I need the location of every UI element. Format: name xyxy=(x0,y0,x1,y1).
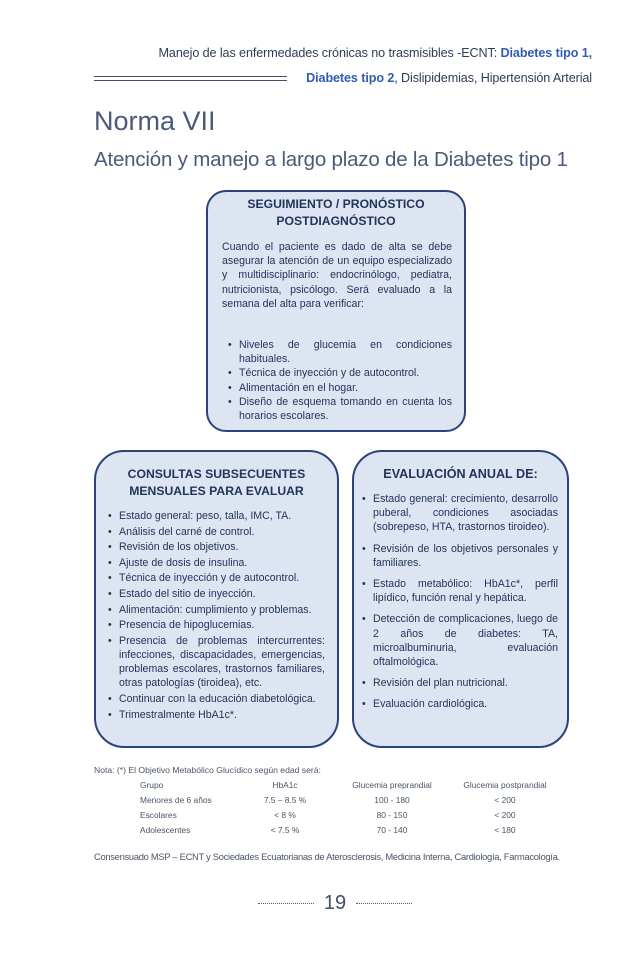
list-item: • Estado general: peso, talla, IMC, TA. xyxy=(108,509,325,523)
list-item: • Niveles de glucemia en condiciones habituales. xyxy=(228,338,452,366)
evaluacion-title: EVALUACIÓN ANUAL DE: xyxy=(383,467,538,481)
page-number: 19 xyxy=(323,892,347,914)
table-row xyxy=(140,810,560,825)
evaluacion-box xyxy=(352,450,569,748)
table-cell: 70 - 140 xyxy=(376,825,408,835)
list-item: • Trimestralmente HbA1c*. xyxy=(108,708,325,722)
consultas-box xyxy=(94,450,339,748)
header-prefix: Manejo de las enfermedades crónicas no trasmisibles -ECNT: xyxy=(158,46,501,60)
seguimiento-box xyxy=(206,190,466,432)
source-credit: Consensuado MSP – ECNT y Sociedades Ecuatorianas de Aterosclerosis, Medicina Interna, Cardiología, Farmacología. xyxy=(94,851,560,862)
seguimiento-title: SEGUIMIENTO / PRONÓSTICO POSTDIAGNÓSTICO xyxy=(247,197,425,228)
running-header-line2 xyxy=(0,71,592,85)
list-item: • Continuar con la educación diabetológica. xyxy=(108,692,325,706)
table-cell: 100 - 180 xyxy=(374,795,410,805)
list-item: • Evaluación cardiológica. xyxy=(362,697,558,711)
list-item: • Estado general: crecimiento, desarrollo puberal, condiciones asociadas (sobrepeso, HTA, trastornos tiroideo). xyxy=(362,492,558,535)
consultas-title: CONSULTAS SUBSECUENTES MENSUALES PARA EVALUAR xyxy=(127,467,306,498)
list-item: • Detección de complicaciones, luego de 2 años de diabetes: TA, microalbuminuria, evaluación oftalmológica. xyxy=(362,612,558,669)
page-number-rule-right xyxy=(356,903,412,904)
list-item: • Revisión de los objetivos. xyxy=(108,540,325,554)
norma-heading: Norma VII xyxy=(94,106,216,136)
running-header-line1 xyxy=(0,46,592,60)
table-cell: < 200 xyxy=(494,810,516,820)
evaluacion-list xyxy=(362,492,558,719)
table-cell: < 200 xyxy=(494,795,516,805)
table-row xyxy=(140,795,560,810)
header-diabetes-tipo2: Diabetes tipo 2 xyxy=(306,71,395,85)
list-item: • Revisión del plan nutricional. xyxy=(362,676,558,690)
list-item: • Estado del sitio de inyección. xyxy=(108,587,325,601)
header-rule-bottom xyxy=(94,80,287,81)
objetivo-table xyxy=(140,780,560,840)
nota-text: Nota: (*) El Objetivo Metabólico Glucídico según edad será: xyxy=(94,765,321,775)
header-diabetes-tipo1: Diabetes tipo 1, xyxy=(500,46,592,60)
table-header-cell: Glucemia preprandial xyxy=(352,780,432,790)
list-item: • Análisis del carné de control. xyxy=(108,525,325,539)
header-rest: , Dislipidemias, Hipertensión Arterial xyxy=(394,71,592,85)
list-item: • Estado metabólico: HbA1c*, perfil lipídico, función renal y hepática. xyxy=(362,577,558,605)
seguimiento-list xyxy=(228,338,452,423)
list-item: • Ajuste de dosis de insulina. xyxy=(108,556,325,570)
table-cell: < 180 xyxy=(494,825,516,835)
table-header-row xyxy=(140,780,560,795)
table-cell: Adolescentes xyxy=(140,825,191,835)
table-cell: Menores de 6 años xyxy=(140,795,212,805)
header-rule-top xyxy=(94,76,287,77)
list-item: • Alimentación: cumplimiento y problemas. xyxy=(108,603,325,617)
list-item: • Alimentación en el hogar. xyxy=(228,381,452,395)
list-item: • Revisión de los objetivos personales y familiares. xyxy=(362,542,558,570)
section-subtitle: Atención y manejo a largo plazo de la Diabetes tipo 1 xyxy=(94,148,568,171)
table-cell: Escolares xyxy=(140,810,177,820)
table-header-cell: HbA1c xyxy=(272,780,298,790)
list-item: • Diseño de esquema tomando en cuenta los horarios escolares. xyxy=(228,395,452,423)
table-row xyxy=(140,825,560,840)
table-cell: 80 - 150 xyxy=(376,810,408,820)
page-number-rule-left xyxy=(258,903,314,904)
seguimiento-paragraph: Cuando el paciente es dado de alta se debe asegurar la atención de un equipo especializado y multidisciplinario: endocrinólogo, pediatra, nutricionista, psicólogo. Será evaluado a la semana del alta para verificar: xyxy=(222,241,452,310)
table-cell: 7.5 – 8.5 % xyxy=(263,795,307,805)
table-cell: < 7.5 % xyxy=(270,825,300,835)
table-cell: < 8 % xyxy=(274,810,296,820)
list-item: • Presencia de hipoglucemias. xyxy=(108,618,325,632)
list-item: • Técnica de inyección y de autocontrol. xyxy=(228,366,452,380)
table-header-cell: Glucemia postprandial xyxy=(463,780,547,790)
list-item: • Presencia de problemas intercurrentes: infecciones, discapacidades, emergencias, problemas escolares, trastornos familiares, otras patologías (tiroidea), etc. xyxy=(108,634,325,691)
table-header-cell: Grupo xyxy=(140,780,164,790)
list-item: • Técnica de inyección y de autocontrol. xyxy=(108,571,325,585)
consultas-list xyxy=(108,509,325,723)
